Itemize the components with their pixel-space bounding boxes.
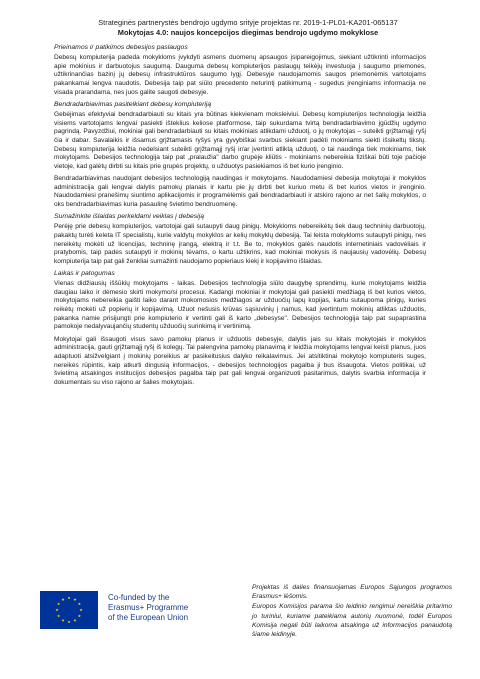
section-heading: Laikas ir patogumas [54,270,115,278]
paragraph: Gebėjimas efektyviai bendradarbiauti su kitais yra būtinas kiekvienam moksleiviui. Debesų kompiuterijos technologija leidžia visiems vartotojams lengvai pasiekti išteklius keliose platformose, taip sukurdama tvirtą bendradarbiavimo įgūdžių ugdymo pagrindą. Pavyzdžiui, mokiniai gali bendradarbiauti su kitais mokiniais atlikdami užduotį, o jų mokytojas – suteikti grįžtamąjį ryšį čia ir dabar. Savalaikis ir išsamus grįžtamasis ryšys yra gyvybiškai svarbus siekiant padėti mokiniams siekti išsikeltų tikslų. Debesų kompiuterija leidžia nedelsiant suteikti grįžtamąjį ryšį ir/ar įvertinti atliktą užduotį, o tai naudinga tiek mokiniams, tiek mokytojams. Debesijos technologija taip pat „pralaužia" darbo grupėje kliūtis - mokiniams nebereikia fiziškai būti toje pačioje vietoje, kad galėtų dirbti su kitais prie grupės projektų, o užduotys pasiekiamos iš bet kurio įrenginio. [54,110,426,170]
eu-star-icon [61,598,64,601]
eu-star-icon [61,619,64,622]
disclaimer-paragraph: Europos Komisijos parama šio leidinio rengimui nereiškia pritarimo jo turiniui, kuriame pateikiama autorių nuomonė, todėl Europos Komisija negali būti laikoma atsakinga už informacijos panaudotą šiame leidinyje. [252,603,452,639]
section-heading: Sumažinkite išlaidas perkeldami veiklas į debesiją [54,213,204,221]
eu-cofunded-text [108,593,226,623]
eu-text-line: Co-funded by the [108,593,170,602]
document-body [54,44,426,391]
eu-flag-icon [40,591,98,629]
document-footer [36,583,456,673]
eu-star-icon [73,598,76,601]
funding-disclaimer [252,583,452,640]
paragraph: Debesų kompiuterija padeda mokykloms įvykdyti asmens duomenų apsaugos įsipareigojimus, siekiant užtikrinti informacijos apie mokinius ir darbuotojus saugumą. Dauguma debesų kompiuterijos paslaugų teikėjų investuoja į saugumo priemones, užtikrinančias bazinį jų debesų infrastruktūros saugumo lygį. Debesyje naudojamomis saugos priemonėmis vartotojams pakankamai lengva naudotis. Debesija taip pat siūlo precedento neturintį patikimumą - sugedus įrenginiams informacija ne visada prarandama, nes juos galite saugoti debesyje. [54,54,426,96]
section-heading: Prieinamos ir patikimos debesijos paslaugos [54,44,188,51]
eu-text-line: Erasmus+ Programme [108,603,189,612]
eu-star-icon [55,608,58,611]
eu-text-line: of the European Union [108,613,189,622]
eu-star-icon [79,608,82,611]
paragraph: Mokytojai gali išsaugoti visus savo pamokų planus ir užduotis debesyje, dalytis jais su kitais mokytojais ir mokyklos administracija, gauti grįžtamąjį ryšį iš kolegų. Tai palengvina pamokų planavimą ir leidžia mokytojams lengvai keisti planus, juos adaptuoti atsižvelgiant į mokinių poreikius ar pasikeitusius dalyko reikalavimus. Jei atsitiktinai mokytojo kompiuteris suges, nereikės rūpintis, kaip atkurti dingusią informacijos, - debesijos technologijos pagalba ji bus išsaugota. Vietos politikai, už švietimą atsakingos institucijos debesijos pagalba taip pat gali lengvai organizuoti pasitarimus, dalytis svarbia informacija ir dokumentais su viso rajono ar šalies mokytojais. [54,335,426,386]
eu-star-icon [67,596,70,599]
eu-star-icon [78,602,81,605]
document-header [48,18,448,37]
paragraph: Bendradarbiavimas naudojant debesijos technologiją naudingas ir mokytojams. Naudodamiesi debesija mokytojai ir mokyklos administracija gali lengvai dalytis pamokų planais ir kartu pie jų dirbti bet kuriuo metu iš bet kurios vietos ir įrenginio. Naudodamiesi pranešimų siuntimo aplikacijomis ir programėlėmis gali bendradarbiauti ir atskiro rajono ar net šalių mokyklos, o oks bendradarbiavimas kuria pasaulinę švietimo bendruomenę. [54,175,426,209]
eu-star-icon [78,614,81,617]
eu-star-icon [57,614,60,617]
eu-star-icon [57,602,60,605]
document-title: Mokytojas 4.0: naujos koncepcijos diegimas bendrojo ugdymo mokyklose [117,27,379,37]
project-line: Strateginės partnerystės bendrojo ugdymo srityje projektas nr. 2019-1-PL01-KA201-065137 [98,18,398,27]
eu-stars-icon [40,591,98,629]
paragraph: Perėję prie debesų kompiuterijos, vartotojai gali sutaupyti daug pinigų. Mokykloms nebereikėtų tiek daug techninių darbuotojų, pakaktų turėti keleta IT specialistų, kurie valdytų mokyklos ar kelių mokyklų debesiją. Tai leista mokykloms sutaupyti pinigų, nes nereikėtų mokėti už licencijas, techninę įrangą, elektrą ir t.t. Be to, mokyklos galės naudotis internetiniais vadovėliais ir pratybomis, taip padės sutaupyti ir mokinių tėvams, o kartu užtikrins, kad mokiniai mokysis iš naujausių vadovėlių. Debesų kompiuterija taip pat gali ženkliai sumažinti naudojamo popieriaus kiekį ir kopijavimo išlaidas. [54,223,426,265]
eu-star-icon [67,620,70,623]
disclaimer-paragraph: Projektas iš dalies finansuojamas Europos Sąjungos programos Erasmus+ lėšomis. [252,584,452,601]
section-heading: Bendradarbiavimas pasitelkiant debesų kompiuteriją [54,100,212,108]
eu-star-icon [73,619,76,622]
paragraph: Vienas didžiausių iššūkių mokytojams - laikas. Debesijos technologija siūlo daugybę sprendimų, kurie mokytojams leidžia daugiau laiko ir dėmesio skirti mokymo/si procesui. Kadangi mokiniai ir mokytojai gali pasiekti medžiagą iš bet kurios vietos, mokytojams nebereikia gaišti laiko darant mokomosios medžiagos ar užduočių lapų kopijas, kartu sutaupoma pinigų, kuries reikėtų mokėti už popierių ir kopijavimą. Užuot nešusis krūvas sąsiuvinių į namus, kad įvertintum mokinių atliktas užduotis, pakanka namie prisijungti prie kompiuterio ir vertinti gali iš karto „debesyse". Debesijos technologija taip pat supaprastina pamokoje nedalyvaujančių studentų užduočių surinkimą ir vertinimą. [54,280,426,331]
